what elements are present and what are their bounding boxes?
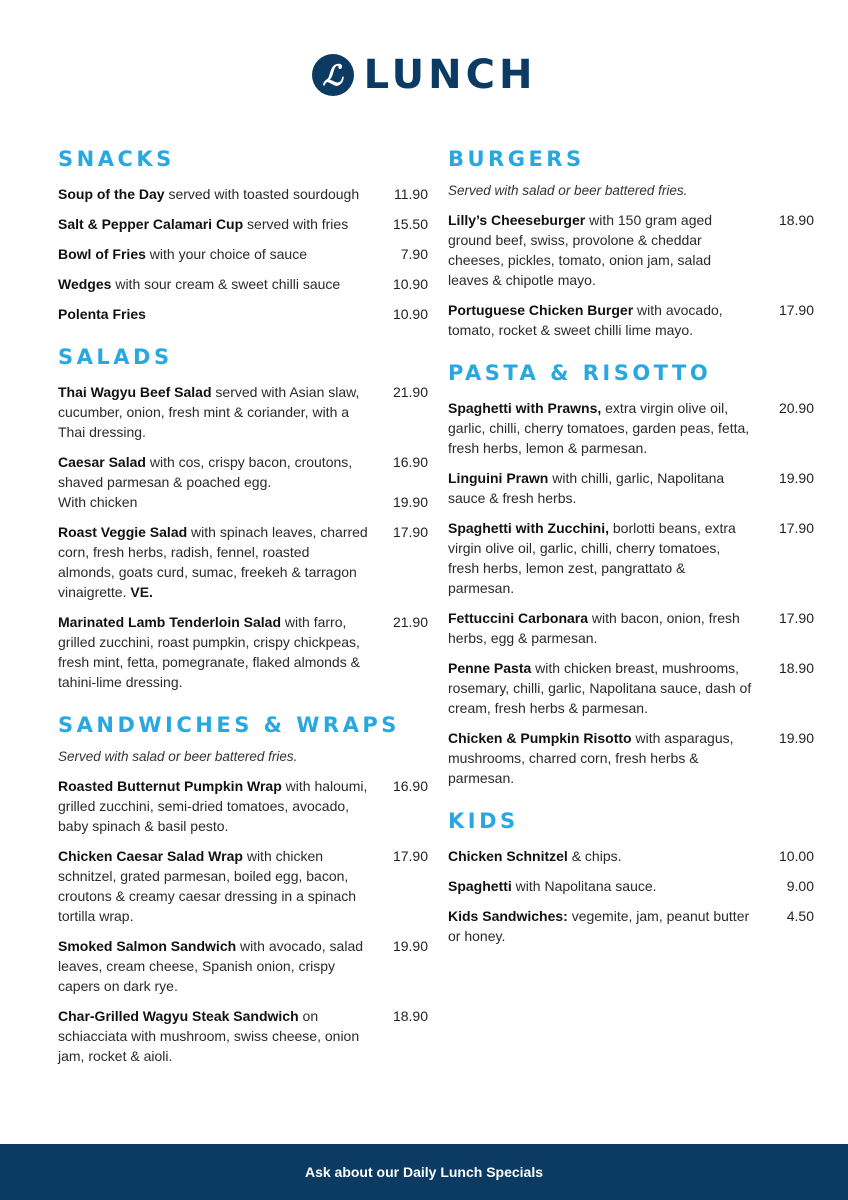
menu-item xyxy=(448,398,814,458)
menu-item-price: 10.90 xyxy=(392,306,428,322)
menu-item-text xyxy=(58,382,380,442)
menu-item-price: 11.90 xyxy=(394,186,428,202)
menu-item-text xyxy=(58,274,380,294)
menu-item-description: with sour cream & sweet chilli sauce xyxy=(111,276,341,292)
section-note: Served with salad or beer battered fries. xyxy=(58,749,298,764)
menu-item-text xyxy=(58,184,380,204)
menu-item-text xyxy=(58,244,380,264)
menu-item-price: 17.90 xyxy=(392,524,428,540)
menu-item xyxy=(448,728,814,788)
menu-item-name: Thai Wagyu Beef Salad xyxy=(58,384,212,400)
menu-item-price: 18.90 xyxy=(392,1008,428,1024)
menu-item-price: 21.90 xyxy=(392,384,428,400)
menu-item-description: with asparagus, mushrooms, charred corn, fresh herbs & parmesan. xyxy=(448,730,734,786)
menu-item xyxy=(58,382,428,442)
menu-item xyxy=(58,244,428,264)
menu-item xyxy=(58,776,428,836)
menu-item-description: served with toasted sourdough xyxy=(164,186,360,202)
menu-item xyxy=(58,612,428,692)
menu-item-name: Bowl of Fries xyxy=(58,246,146,262)
menu-item-description: on schiacciata with mushroom, swiss cheese, onion jam, rocket & aioli. xyxy=(58,1008,360,1064)
menu-item xyxy=(58,936,428,996)
menu-item-price: 10.90 xyxy=(392,276,428,292)
menu-item-name: Roasted Butternut Pumpkin Wrap xyxy=(58,778,282,794)
menu-item-name: Char-Grilled Wagyu Steak Sandwich xyxy=(58,1008,299,1024)
section-title: KIDS xyxy=(448,809,519,833)
menu-section xyxy=(448,806,814,946)
menu-item-option-label: With chicken xyxy=(58,494,138,510)
menu-item-dietary-tag: VE. xyxy=(130,584,153,600)
menu-item xyxy=(448,300,814,340)
footer-banner xyxy=(0,1144,848,1200)
footer-text: Ask about our Daily Lunch Specials xyxy=(304,1164,544,1180)
menu-item-price: 19.90 xyxy=(392,938,428,954)
menu-item-text xyxy=(448,398,766,458)
menu-item-name: Marinated Lamb Tenderloin Salad xyxy=(58,614,282,630)
menu-item-text xyxy=(448,518,766,598)
menu-item-name: Spaghetti with Prawns, xyxy=(448,400,602,416)
menu-item-name: Spaghetti xyxy=(448,878,512,894)
menu-item-text xyxy=(58,776,380,836)
menu-item-name: Spaghetti with Zucchini, xyxy=(448,520,609,536)
menu-item-name: Chicken & Pumpkin Risotto xyxy=(448,730,632,746)
menu-item-description: with chicken schnitzel, grated parmesan, boiled egg, bacon, croutons & creamy caesar dressing in a spinach tortilla wrap. xyxy=(58,848,357,924)
right-column xyxy=(448,144,814,964)
menu-item xyxy=(58,214,428,234)
menu-item-text xyxy=(448,906,766,946)
menu-item-description: served with Asian slaw, cucumber, onion, fresh mint & coriander, with a Thai dressing. xyxy=(58,384,360,440)
menu-item-text xyxy=(448,658,766,718)
menu-item-description: & chips. xyxy=(567,848,622,864)
menu-item xyxy=(58,184,428,204)
menu-item-price: 10.00 xyxy=(778,848,814,864)
menu-item xyxy=(58,522,428,602)
menu-item-text xyxy=(448,846,766,866)
menu-item-name: Salt & Pepper Calamari Cup xyxy=(58,216,244,232)
menu-item-price: 18.90 xyxy=(778,660,814,676)
menu-item-price: 19.90 xyxy=(778,470,814,486)
section-title: PASTA & RISOTTO xyxy=(448,361,712,385)
menu-item-price: 19.90 xyxy=(778,730,814,746)
menu-item xyxy=(448,876,814,896)
menu-item-text xyxy=(448,210,766,290)
menu-item-price: 16.90 xyxy=(392,454,428,470)
menu-item-name: Caesar Salad xyxy=(58,454,146,470)
menu-item-description: with chicken breast, mushrooms, rosemary, chilli, garlic, Napolitana sauce, dash of cream, fresh herbs & parmesan. xyxy=(448,660,752,716)
menu-item-name: Penne Pasta xyxy=(448,660,532,676)
menu-item-price: 17.90 xyxy=(778,302,814,318)
menu-item-description: with chilli, garlic, Napolitana sauce & fresh herbs. xyxy=(448,470,725,506)
menu-item xyxy=(448,658,814,718)
menu-item-description: borlotti beans, extra virgin olive oil, garlic, chilli, cherry tomatoes, fresh herbs, lemon zest, pangrattato & parmesan. xyxy=(448,520,736,596)
menu-item-price: 4.50 xyxy=(786,908,814,924)
section-title: SALADS xyxy=(58,345,173,369)
menu-item-name: Lilly’s Cheeseburger xyxy=(448,212,586,228)
menu-item-price: 18.90 xyxy=(778,212,814,228)
menu-item xyxy=(58,304,428,324)
menu-item-text xyxy=(58,1006,380,1066)
menu-item xyxy=(58,452,428,492)
menu-item-name: Smoked Salmon Sandwich xyxy=(58,938,237,954)
menu-section xyxy=(58,342,428,692)
menu-item-name: Roast Veggie Salad xyxy=(58,524,188,540)
menu-item-text xyxy=(58,612,380,692)
menu-item xyxy=(58,846,428,926)
menu-section xyxy=(58,144,428,324)
menu-item-text xyxy=(58,522,380,602)
menu-item-option xyxy=(58,492,428,512)
menu-item-price: 15.50 xyxy=(392,216,428,232)
menu-item-description: with avocado, tomato, rocket & sweet chilli lime mayo. xyxy=(448,302,723,338)
menu-item xyxy=(448,906,814,946)
menu-item-group xyxy=(58,452,428,512)
menu-item-name: Chicken Schnitzel xyxy=(448,848,568,864)
menu-item-name: Chicken Caesar Salad Wrap xyxy=(58,848,243,864)
menu-item-name: Linguini Prawn xyxy=(448,470,549,486)
menu-item-text xyxy=(58,936,380,996)
menu-item-description: with bacon, onion, fresh herbs, egg & parmesan. xyxy=(448,610,740,646)
menu-item-name: Portuguese Chicken Burger xyxy=(448,302,634,318)
menu-item-name: Fettuccini Carbonara xyxy=(448,610,589,626)
section-title: BURGERS xyxy=(448,147,585,171)
menu-item-option-price: 19.90 xyxy=(392,494,428,510)
menu-header xyxy=(0,52,848,98)
menu-item-text xyxy=(448,728,766,788)
menu-item-description: with haloumi, grilled zucchini, semi-dried tomatoes, avocado, baby spinach & basil pesto. xyxy=(58,778,368,834)
logo-icon: ℒ xyxy=(312,54,354,96)
menu-item-name: Kids Sandwiches: xyxy=(448,908,568,924)
menu-item-description: with your choice of sauce xyxy=(145,246,307,262)
menu-item-description: with spinach leaves, charred corn, fresh herbs, radish, fennel, roasted almonds, goats curd, sumac, freekeh & tarragon vinaigrette. xyxy=(58,524,368,600)
menu-item-text xyxy=(448,468,766,508)
menu-item-price: 17.90 xyxy=(778,610,814,626)
menu-item-description: vegemite, jam, peanut butter or honey. xyxy=(448,908,750,944)
menu-item-description: with cos, crispy bacon, croutons, shaved parmesan & poached egg. xyxy=(58,454,353,490)
menu-item-price: 17.90 xyxy=(778,520,814,536)
section-title: SANDWICHES & WRAPS xyxy=(58,713,400,737)
menu-item-price: 20.90 xyxy=(778,400,814,416)
menu-item-name: Polenta Fries xyxy=(58,306,146,322)
section-note: Served with salad or beer battered fries. xyxy=(448,183,688,198)
menu-item-description: with Napolitana sauce. xyxy=(511,878,657,894)
menu-item xyxy=(58,1006,428,1066)
menu-item xyxy=(448,468,814,508)
section-title: SNACKS xyxy=(58,147,175,171)
menu-item-price: 17.90 xyxy=(392,848,428,864)
menu-section xyxy=(448,358,814,788)
menu-item-text xyxy=(448,608,766,648)
menu-item xyxy=(448,518,814,598)
menu-item-name: Soup of the Day xyxy=(58,186,165,202)
menu-section xyxy=(448,144,814,340)
left-column xyxy=(58,144,428,1084)
menu-item-text xyxy=(448,876,766,896)
menu-item xyxy=(58,274,428,294)
menu-item-description: served with fries xyxy=(243,216,349,232)
menu-item-price: 9.00 xyxy=(786,878,814,894)
menu-item-price: 16.90 xyxy=(392,778,428,794)
menu-item-text xyxy=(448,300,766,340)
menu-item-price: 21.90 xyxy=(392,614,428,630)
menu-section xyxy=(58,710,428,1066)
menu-item-text xyxy=(58,304,380,324)
menu-item-description: with 150 gram aged ground beef, swiss, provolone & cheddar cheeses, pickles, tomato, onion jam, salad leaves & chipotle mayo. xyxy=(448,212,713,288)
menu-item-name: Wedges xyxy=(58,276,112,292)
menu-item-price: 7.90 xyxy=(400,246,428,262)
menu-item-description: with farro, grilled zucchini, roast pumpkin, crispy chickpeas, fresh mint, fetta, pomegranate, flaked almonds & tahini-lime dressing. xyxy=(58,614,360,690)
menu-item xyxy=(448,846,814,866)
menu-item-text xyxy=(58,452,380,492)
menu-item xyxy=(448,608,814,648)
menu-item-description: extra virgin olive oil, garlic, chilli, cherry tomatoes, garden peas, fetta, fresh herbs, lemon & parmesan. xyxy=(448,400,750,456)
menu-item-description: with avocado, salad leaves, cream cheese, Spanish onion, crispy capers on dark rye. xyxy=(58,938,364,994)
menu-item-text xyxy=(58,846,380,926)
page-title: LUNCH xyxy=(363,52,537,98)
menu-item xyxy=(448,210,814,290)
menu-item-text xyxy=(58,214,380,234)
